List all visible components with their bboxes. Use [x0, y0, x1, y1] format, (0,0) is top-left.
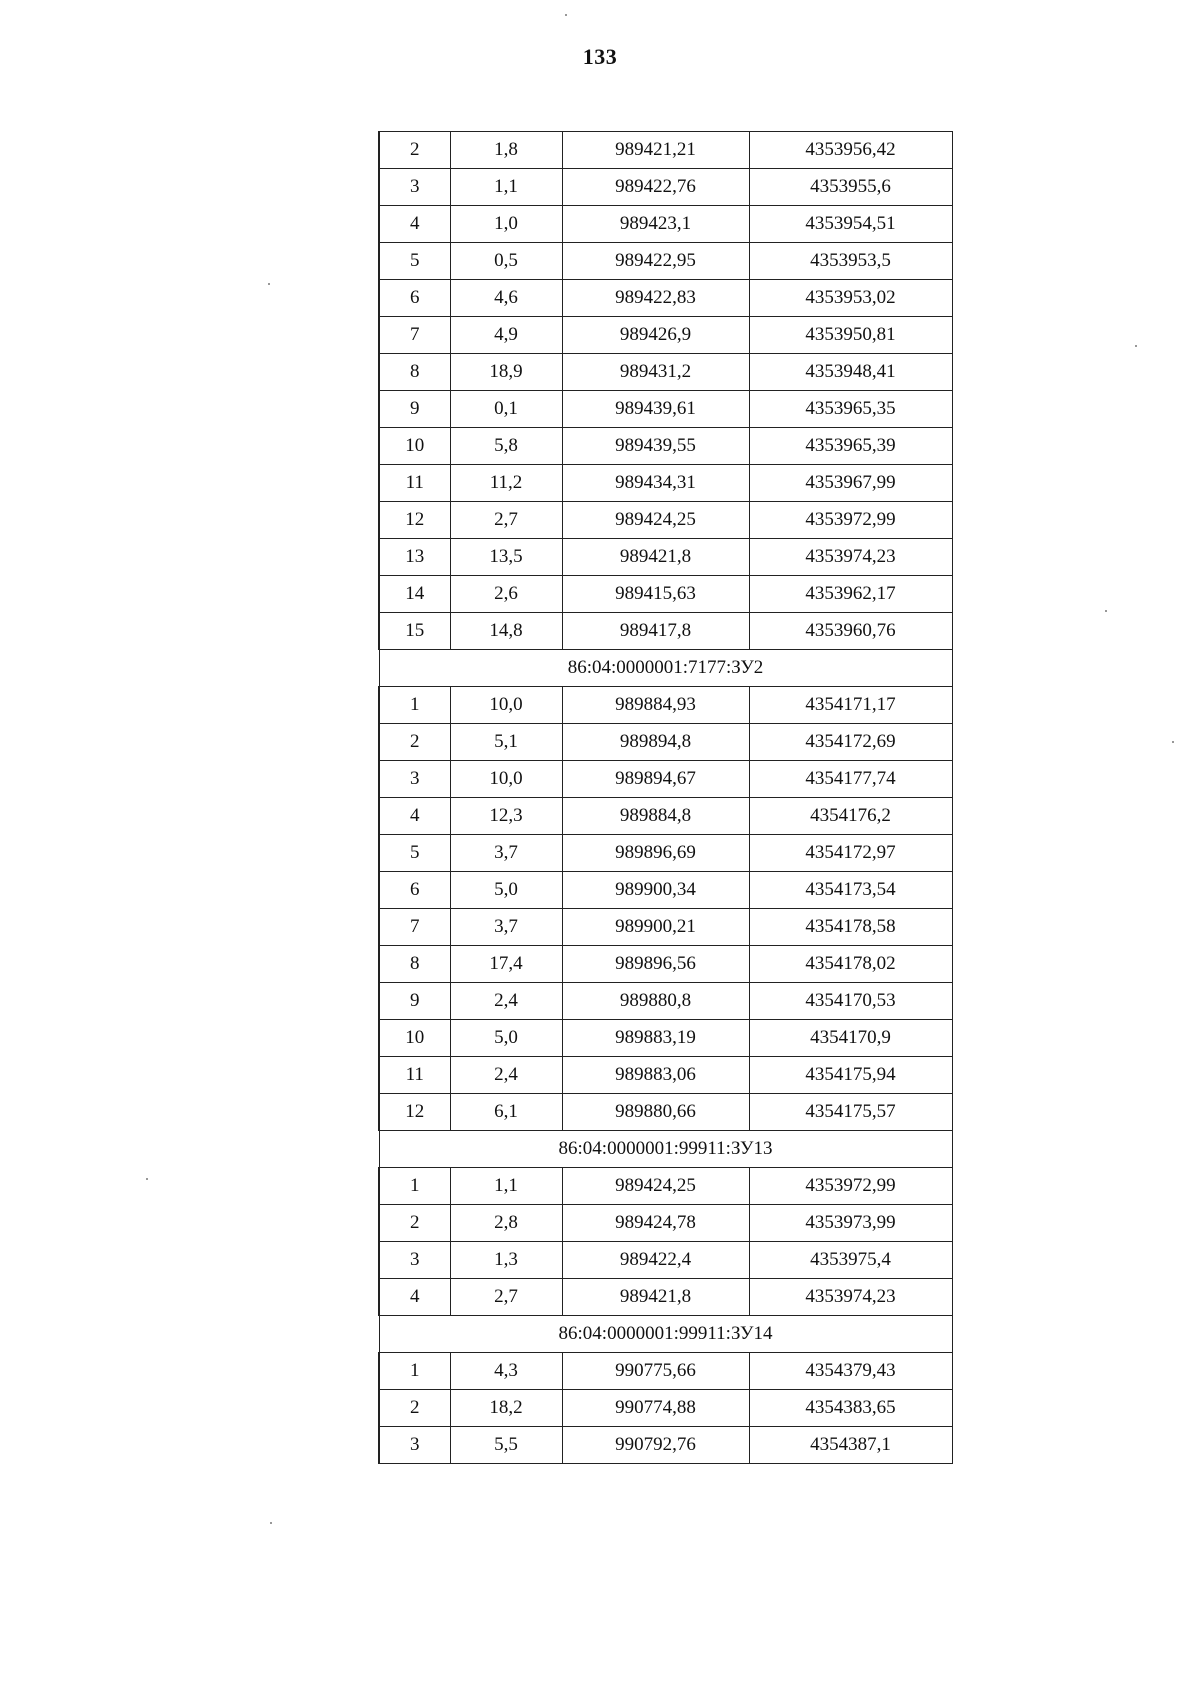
table-row — [379, 761, 952, 798]
x-coordinate-cell: 989421,8 — [562, 1279, 749, 1316]
y-coordinate-cell: 4353972,99 — [749, 502, 952, 539]
y-coordinate-cell: 4353962,17 — [749, 576, 952, 613]
x-coordinate-cell: 989896,69 — [562, 835, 749, 872]
y-coordinate-cell: 4354176,2 — [749, 798, 952, 835]
x-coordinate-cell: 989884,93 — [562, 687, 749, 724]
segment-length-cell: 6,1 — [450, 1094, 562, 1131]
section-header-row — [379, 1316, 952, 1353]
table-row — [379, 798, 952, 835]
segment-length-cell: 4,9 — [450, 317, 562, 354]
point-number-cell: 5 — [379, 835, 450, 872]
x-coordinate-cell: 989424,25 — [562, 1168, 749, 1205]
point-number-cell: 9 — [379, 983, 450, 1020]
segment-length-cell: 18,9 — [450, 354, 562, 391]
point-number-cell: 9 — [379, 391, 450, 428]
point-number-cell: 2 — [379, 724, 450, 761]
y-coordinate-cell: 4354175,57 — [749, 1094, 952, 1131]
x-coordinate-cell: 989894,8 — [562, 724, 749, 761]
y-coordinate-cell: 4354178,02 — [749, 946, 952, 983]
table-row — [379, 872, 952, 909]
x-coordinate-cell: 989900,21 — [562, 909, 749, 946]
point-number-cell: 1 — [379, 687, 450, 724]
point-number-cell: 7 — [379, 909, 450, 946]
point-number-cell: 3 — [379, 169, 450, 206]
section-title: 86:04:0000001:99911:ЗУ13 — [379, 1131, 952, 1168]
segment-length-cell: 10,0 — [450, 761, 562, 798]
x-coordinate-cell: 989883,19 — [562, 1020, 749, 1057]
segment-length-cell: 0,1 — [450, 391, 562, 428]
y-coordinate-cell: 4353972,99 — [749, 1168, 952, 1205]
x-coordinate-cell: 989880,8 — [562, 983, 749, 1020]
segment-length-cell: 3,7 — [450, 835, 562, 872]
segment-length-cell: 11,2 — [450, 465, 562, 502]
table-row — [379, 1353, 952, 1390]
coordinates-table — [378, 131, 953, 1464]
table-row — [379, 391, 952, 428]
page-number: 133 — [582, 44, 618, 69]
segment-length-cell: 5,0 — [450, 1020, 562, 1057]
segment-length-cell: 1,3 — [450, 1242, 562, 1279]
table-row — [379, 576, 952, 613]
point-number-cell: 1 — [379, 1168, 450, 1205]
x-coordinate-cell: 989880,66 — [562, 1094, 749, 1131]
table-row — [379, 1242, 952, 1279]
segment-length-cell: 2,7 — [450, 1279, 562, 1316]
segment-length-cell: 18,2 — [450, 1390, 562, 1427]
y-coordinate-cell: 4354172,97 — [749, 835, 952, 872]
table-row — [379, 243, 952, 280]
scan-speck — [1135, 345, 1137, 347]
scan-speck — [146, 1178, 148, 1180]
section-header-row — [379, 650, 952, 687]
x-coordinate-cell: 989894,67 — [562, 761, 749, 798]
table-row — [379, 428, 952, 465]
segment-length-cell: 4,3 — [450, 1353, 562, 1390]
point-number-cell: 4 — [379, 1279, 450, 1316]
table-row — [379, 983, 952, 1020]
table-row — [379, 169, 952, 206]
point-number-cell: 6 — [379, 872, 450, 909]
x-coordinate-cell: 989422,76 — [562, 169, 749, 206]
point-number-cell: 2 — [379, 1390, 450, 1427]
table-row — [379, 1020, 952, 1057]
table-row — [379, 502, 952, 539]
section-title: 86:04:0000001:7177:ЗУ2 — [379, 650, 952, 687]
point-number-cell: 13 — [379, 539, 450, 576]
x-coordinate-cell: 989415,63 — [562, 576, 749, 613]
table-row — [379, 206, 952, 243]
segment-length-cell: 1,1 — [450, 169, 562, 206]
segment-length-cell: 0,5 — [450, 243, 562, 280]
segment-length-cell: 1,0 — [450, 206, 562, 243]
y-coordinate-cell: 4353953,02 — [749, 280, 952, 317]
y-coordinate-cell: 4353967,99 — [749, 465, 952, 502]
y-coordinate-cell: 4354178,58 — [749, 909, 952, 946]
x-coordinate-cell: 989439,55 — [562, 428, 749, 465]
y-coordinate-cell: 4353960,76 — [749, 613, 952, 650]
x-coordinate-cell: 989431,2 — [562, 354, 749, 391]
segment-length-cell: 12,3 — [450, 798, 562, 835]
y-coordinate-cell: 4353956,42 — [749, 132, 952, 169]
y-coordinate-cell: 4354175,94 — [749, 1057, 952, 1094]
y-coordinate-cell: 4354171,17 — [749, 687, 952, 724]
point-number-cell: 8 — [379, 946, 450, 983]
y-coordinate-cell: 4354383,65 — [749, 1390, 952, 1427]
point-number-cell: 6 — [379, 280, 450, 317]
table-row — [379, 465, 952, 502]
x-coordinate-cell: 989439,61 — [562, 391, 749, 428]
point-number-cell: 12 — [379, 502, 450, 539]
segment-length-cell: 13,5 — [450, 539, 562, 576]
scan-speck — [1105, 610, 1107, 612]
y-coordinate-cell: 4353974,23 — [749, 1279, 952, 1316]
y-coordinate-cell: 4354170,9 — [749, 1020, 952, 1057]
table-row — [379, 835, 952, 872]
table-row — [379, 1205, 952, 1242]
segment-length-cell: 2,4 — [450, 983, 562, 1020]
x-coordinate-cell: 989424,78 — [562, 1205, 749, 1242]
table-row — [379, 1390, 952, 1427]
x-coordinate-cell: 989422,4 — [562, 1242, 749, 1279]
point-number-cell: 15 — [379, 613, 450, 650]
point-number-cell: 8 — [379, 354, 450, 391]
y-coordinate-cell: 4354387,1 — [749, 1427, 952, 1464]
x-coordinate-cell: 989426,9 — [562, 317, 749, 354]
table-row — [379, 724, 952, 761]
point-number-cell: 12 — [379, 1094, 450, 1131]
segment-length-cell: 1,1 — [450, 1168, 562, 1205]
x-coordinate-cell: 989900,34 — [562, 872, 749, 909]
scan-speck — [565, 14, 567, 16]
segment-length-cell: 2,6 — [450, 576, 562, 613]
point-number-cell: 10 — [379, 428, 450, 465]
table-row — [379, 280, 952, 317]
scan-speck — [268, 283, 270, 285]
table-row — [379, 354, 952, 391]
segment-length-cell: 17,4 — [450, 946, 562, 983]
point-number-cell: 3 — [379, 1242, 450, 1279]
table-row — [379, 317, 952, 354]
x-coordinate-cell: 989883,06 — [562, 1057, 749, 1094]
x-coordinate-cell: 989422,95 — [562, 243, 749, 280]
segment-length-cell: 5,8 — [450, 428, 562, 465]
x-coordinate-cell: 989424,25 — [562, 502, 749, 539]
table-row — [379, 909, 952, 946]
y-coordinate-cell: 4353955,6 — [749, 169, 952, 206]
x-coordinate-cell: 990775,66 — [562, 1353, 749, 1390]
segment-length-cell: 2,4 — [450, 1057, 562, 1094]
point-number-cell: 3 — [379, 1427, 450, 1464]
point-number-cell: 4 — [379, 206, 450, 243]
point-number-cell: 11 — [379, 465, 450, 502]
x-coordinate-cell: 989884,8 — [562, 798, 749, 835]
table-row — [379, 1094, 952, 1131]
segment-length-cell: 2,7 — [450, 502, 562, 539]
y-coordinate-cell: 4353974,23 — [749, 539, 952, 576]
table-row — [379, 1057, 952, 1094]
table-row — [379, 1279, 952, 1316]
segment-length-cell: 2,8 — [450, 1205, 562, 1242]
point-number-cell: 2 — [379, 1205, 450, 1242]
y-coordinate-cell: 4354170,53 — [749, 983, 952, 1020]
segment-length-cell: 5,1 — [450, 724, 562, 761]
table-row — [379, 687, 952, 724]
table-row — [379, 539, 952, 576]
segment-length-cell: 5,0 — [450, 872, 562, 909]
section-title: 86:04:0000001:99911:ЗУ14 — [379, 1316, 952, 1353]
x-coordinate-cell: 989421,21 — [562, 132, 749, 169]
y-coordinate-cell: 4353954,51 — [749, 206, 952, 243]
x-coordinate-cell: 989434,31 — [562, 465, 749, 502]
point-number-cell: 7 — [379, 317, 450, 354]
table-row — [379, 1168, 952, 1205]
segment-length-cell: 3,7 — [450, 909, 562, 946]
point-number-cell: 3 — [379, 761, 450, 798]
point-number-cell: 14 — [379, 576, 450, 613]
x-coordinate-cell: 989417,8 — [562, 613, 749, 650]
scan-speck — [1172, 741, 1174, 743]
y-coordinate-cell: 4353973,99 — [749, 1205, 952, 1242]
table-row — [379, 613, 952, 650]
y-coordinate-cell: 4353965,39 — [749, 428, 952, 465]
segment-length-cell: 14,8 — [450, 613, 562, 650]
y-coordinate-cell: 4353975,4 — [749, 1242, 952, 1279]
y-coordinate-cell: 4353953,5 — [749, 243, 952, 280]
x-coordinate-cell: 989423,1 — [562, 206, 749, 243]
y-coordinate-cell: 4354177,74 — [749, 761, 952, 798]
y-coordinate-cell: 4353948,41 — [749, 354, 952, 391]
x-coordinate-cell: 989422,83 — [562, 280, 749, 317]
point-number-cell: 2 — [379, 132, 450, 169]
x-coordinate-cell: 990792,76 — [562, 1427, 749, 1464]
y-coordinate-cell: 4353950,81 — [749, 317, 952, 354]
segment-length-cell: 1,8 — [450, 132, 562, 169]
point-number-cell: 4 — [379, 798, 450, 835]
x-coordinate-cell: 990774,88 — [562, 1390, 749, 1427]
y-coordinate-cell: 4354172,69 — [749, 724, 952, 761]
section-header-row — [379, 1131, 952, 1168]
y-coordinate-cell: 4354379,43 — [749, 1353, 952, 1390]
x-coordinate-cell: 989896,56 — [562, 946, 749, 983]
segment-length-cell: 10,0 — [450, 687, 562, 724]
point-number-cell: 5 — [379, 243, 450, 280]
table-row — [379, 1427, 952, 1464]
scan-speck — [270, 1522, 272, 1524]
point-number-cell: 10 — [379, 1020, 450, 1057]
y-coordinate-cell: 4353965,35 — [749, 391, 952, 428]
table-row — [379, 946, 952, 983]
segment-length-cell: 4,6 — [450, 280, 562, 317]
segment-length-cell: 5,5 — [450, 1427, 562, 1464]
table-row — [379, 132, 952, 169]
x-coordinate-cell: 989421,8 — [562, 539, 749, 576]
point-number-cell: 11 — [379, 1057, 450, 1094]
y-coordinate-cell: 4354173,54 — [749, 872, 952, 909]
point-number-cell: 1 — [379, 1353, 450, 1390]
